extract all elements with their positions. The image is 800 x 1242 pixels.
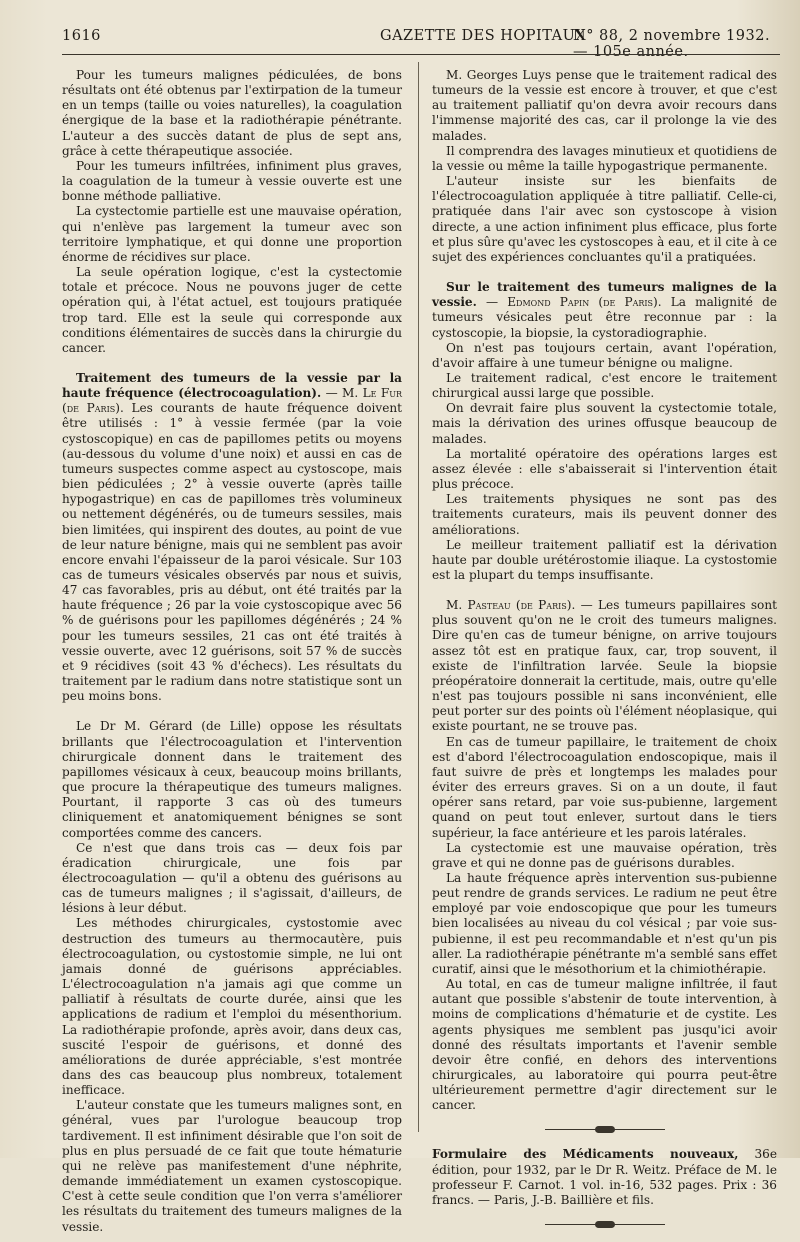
paragraph: Le Dr M. Gérard (de Lille) oppose les résultats brillants que l'électrocoagulation et l'intervention chirurgicale donnent dans le traitement des papillomes vésicaux à ceux, beaucoup moins brillants, que procure la thérapeutique des tumeurs malignes. Pourtant, il rapporte 3 cas où des tumeurs cliniquement et anatomiquement bénignes se sont comportées comme des cancers. (62, 719, 402, 840)
left-column (62, 68, 402, 1235)
section-text: La malignité de tumeurs vésicales peut être reconnue par : la cystoscopie, la biopsie, la cystoradiographie. (432, 295, 777, 340)
paragraph: On n'est pas toujours certain, avant l'opération, d'avoir affaire à une tumeur bénigne ou maligne. (432, 340, 777, 370)
section-title: Sur le traitement des tumeurs malignes de la vessie. (432, 280, 777, 310)
paragraph: Le traitement radical, c'est encore le traitement chirurgical aussi large que possible. (432, 370, 777, 401)
paragraph: On devrait faire plus souvent la cystectomie totale, mais la dérivation des urines offusque beaucoup de malades. (432, 401, 777, 446)
running-header (40, 28, 780, 60)
paragraph: M. Georges Luys pense que le traitement radical des tumeurs de la vessie est encore à trouver, et que c'est au traitement palliatif qu'on devra avoir recours dans l'immense majorité des cas, car il prolonge la vie des malades. (432, 68, 777, 143)
paragraph: La mortalité opératoire des opérations larges est assez élevée : elle s'abaisserait si l'intervention était plus précoce. (432, 446, 777, 492)
right-column (432, 68, 777, 1242)
issue-info: N° 88, 2 novembre 1932. — 105e année. (573, 28, 771, 60)
ornament-separator (545, 1220, 665, 1230)
header-rule (62, 54, 780, 55)
section-paragraph: Sur le traitement des tumeurs malignes de la vessie. — Edmond Papin (de Paris). La malignité de tumeurs vésicales peut être reconnue par : la cystoscopie, la biopsie, la cystoradiographie. (432, 280, 777, 340)
section-text: Les tumeurs papillaires sont plus souvent qu'on ne le croit des tumeurs malignes. Dire qu'en cas de tumeur bénigne, on arrive toujours assez tôt est en pratique faux, car, trop souvent, il existe de l'infiltration larvée. Seule la biopsie préopératoire donnerait la certitude, mais, outre qu'elle n'est pas toujours possible ni sans inconvénient, elle peut porter sur des points où l'élément néoplasique, qui existe pourtant, ne se trouve pas. (432, 598, 777, 734)
paragraph: La seule opération logique, c'est la cystectomie totale et précoce. Nous ne pouvons juger de cette opération qui, à l'état actuel, est toujours pratiquée trop tard. Elle est la seule qui corresponde aux conditions élémentaires de succès dans la chirurgie du cancer. (62, 265, 402, 355)
book-title: Formulaire des Médicaments nouveaux, (432, 1147, 739, 1162)
section-paragraph: M. Pasteau (de Paris). — Les tumeurs papillaires sont plus souvent qu'on ne le croit des tumeurs malignes. Dire qu'en cas de tumeur bénigne, on arrive toujours assez tôt est en pratique faux, car, trop souvent, il existe de l'infiltration larvée. Seule la biopsie préopératoire donnerait la certitude, mais, outre qu'elle n'est pas toujours possible ni sans inconvénient, elle peut porter sur des points où l'élément néoplasique, qui existe pourtant, ne se trouve pas. (432, 598, 777, 734)
section-author: M. Le Fur (de Paris). (62, 386, 402, 416)
paragraph: Au total, en cas de tumeur maligne infiltrée, il faut autant que possible s'abstenir de toute intervention, à moins de complications d'hématurie et de cystite. Les agents physiques me semblent pas jusqu'ici avoir donné des résultats importants et l'avenir semble devoir être confié, en dehors des interventions chirurgicales, au laboratoire qui pourra peut-être ultérieurement permettre d'agir directement sur le cancer. (432, 977, 777, 1113)
section-title: Traitement des tumeurs de la vessie par la haute fréquence (électrocoagulation). (62, 370, 402, 401)
paragraph: Pour les tumeurs malignes pédiculées, de bons résultats ont été obtenus par l'extirpation de la tumeur en un temps (taille ou voies naturelles), la coagulation énergique de la base et la radiothérapie pénétrante. L'auteur a des succès datant de plus de sept ans, grâce à cette thérapeutique associée. (62, 68, 402, 158)
paragraph: L'auteur constate que les tumeurs malignes sont, en général, vues par l'urologue beaucoup trop tardivement. Il est infiniment désirable que l'on soit de plus en plus persuadé de ce fait que toute hématurie qui ne relève pas manifestement d'une néphrite, demande immédiatement un examen cystoscopique. C'est à cette seule condition que l'on verra s'améliorer les résultats du traitement des tumeurs malignes de la vessie. (62, 1098, 402, 1234)
section-text: Les courants de haute fréquence doivent être utilisés : 1° à vessie fermée (par la voie cystoscopique) en cas de papillomes petits ou moyens (au-dessous du volume d'une noix) et aussi en cas de tumeurs suspectes comme aspect au cystoscope, mais bien pédiculées ; 2° à vessie ouverte (après taille hypogastrique) en cas de papillomes très volumineux ou nettement dégénérés, ou de tumeurs sessiles, mais bien limitées, qui inspirent des doutes, au point de vue de leur nature bénigne, mais qui ne semblent pas avoir encore envahi l'épaisseur de la paroi vésicale. Sur 103 cas de tumeurs vésicales observés par nous et suivis, 47 cas favorables, pris au début, ont été traités par la haute fréquence ; 26 par la voie cystoscopique avec 56 % de guérisons pour les papillomes dégénérés ; 24 % pour les tumeurs sessiles, 21 cas ont été traités à vessie ouverte, avec 12 guérisons, soit 57 % de succès et 9 récidives (soit 43 % d'échecs). Les résultats du traitement par le radium dans notre statistique sont un peu moins bons. (62, 401, 402, 704)
journal-title: GAZETTE DES HOPITAUX (380, 28, 587, 44)
column-divider (418, 62, 419, 1132)
section-paragraph: Traitement des tumeurs de la vessie par la haute fréquence (électrocoagulation). — M. Le Fur (de Paris). Les courants de haute fréquence doivent être utilisés : 1° à vessie fermée (par la voie cystoscopique) en cas de papillomes petits ou moyens (au-dessous du volume d'une noix) et aussi en cas de tumeurs suspectes comme aspect au cystoscope, mais bien pédiculées ; 2° à vessie ouverte (après taille hypogastrique) en cas de papillomes très volumineux ou nettement dégénérés, ou de tumeurs sessiles, mais bien limitées, qui inspirent des doutes, au point de vue de leur nature bénigne, mais qui ne semblent pas avoir encore envahi l'épaisseur de la paroi vésicale. Sur 103 cas de tumeurs vésicales observés par nous et suivis, 47 cas favorables, pris au début, ont été traités par la haute fréquence ; 26 par la voie cystoscopique avec 56 % de guérisons pour les papillomes dégénérés ; 24 % pour les tumeurs sessiles, 21 cas ont été traités à vessie ouverte, avec 12 guérisons, soit 57 % de succès et 9 récidives (soit 43 % d'échecs). Les résultats du traitement par le radium dans notre statistique sont un peu moins bons. (62, 370, 402, 704)
ornament-separator (545, 1125, 665, 1135)
paragraph: La cystectomie est une mauvaise opération, très grave et qui ne donne pas de guérisons durables. (432, 840, 777, 870)
page-number: 1616 (62, 28, 101, 44)
paragraph: La cystectomie partielle est une mauvaise opération, qui n'enlève pas largement la tumeur avec son territoire lymphatique, et qui donne une proportion énorme de récidives sur place. (62, 204, 402, 264)
paragraph: Les traitements physiques ne sont pas des traitements curateurs, mais ils peuvent donner des améliorations. (432, 492, 777, 537)
section-author: M. Pasteau (de Paris). (446, 598, 576, 613)
section-author: Edmond Papin (de Paris). (507, 295, 662, 310)
paragraph: En cas de tumeur papillaire, le traitement de choix est d'abord l'électrocoagulation endoscopique, mais il faut suivre de près et longtemps les malades pour éviter des erreurs graves. Si on a un doute, il faut opérer sans retard, par voie sus-pubienne, largement quand on peut tout enlever, surtout dans le tiers supérieur, la face antérieure et les parois latérales. (432, 734, 777, 840)
paragraph: La haute fréquence après intervention sus-pubienne peut rendre de grands services. Le radium ne peut être employé par voie endoscopique que pour les tumeurs bien localisées au niveau du col vésical ; par voie sus-pubienne, il est peu recommandable et n'est qu'un pis aller. La radiothérapie pénétrante m'a semblé sans effet curatif, ainsi que le mésothorium et la chimiothérapie. (432, 870, 777, 976)
paragraph: Pour les tumeurs infiltrées, infiniment plus graves, la coagulation de la tumeur à vessie ouverte est une bonne méthode palliative. (62, 158, 402, 204)
book-details: 36e édition, pour 1932, par le Dr R. Weitz. Préface de M. le professeur F. Carnot. 1 vol. in-16, 532 pages. Prix : 36 francs. — Paris, J.-B. Baillière et fils. (432, 1147, 777, 1207)
paragraph: Il comprendra des lavages minutieux et quotidiens de la vessie ou même la taille hypogastrique permanente. (432, 143, 777, 173)
paragraph: L'auteur insiste sur les bienfaits de l'électrocoagulation appliquée à titre palliatif. Celle-ci, pratiquée dans l'air avec son cystoscope à vision directe, a une action infiniment plus efficace, plus forte et plus sûre qu'avec les cystoscopes à eau, et il cite à ce sujet des expériences concluantes qu'il a pratiquées. (432, 174, 777, 264)
paragraph: Ce n'est que dans trois cas — deux fois par éradication chirurgicale, une fois par électrocoagulation — qu'il a obtenu des guérisons au cas de tumeurs malignes ; il s'agissait, d'ailleurs, de lésions à leur début. (62, 840, 402, 916)
book-notice (432, 1147, 777, 1208)
paragraph: Le meilleur traitement palliatif est la dérivation haute par double urétérostomie iliaque. La cystostomie est la plupart du temps insuffisante. (432, 537, 777, 582)
paragraph: Les méthodes chirurgicales, cystostomie avec destruction des tumeurs au thermocautère, puis électrocoagulation, ou cystostomie simple, ne lui ont jamais donné de guérisons appréciables. L'électrocoagulation n'a jamais agi que comme un palliatif à résultats de courte durée, ainsi que les applications de radium et l'emploi du mésenthorium. La radiothérapie profonde, après avoir, dans deux cas, suscité l'espoir de guérisons, et donné des améliorations de durée appréciable, s'est montrée dans des cas beaucoup plus nombreux, totalement inefficace. (62, 916, 402, 1098)
